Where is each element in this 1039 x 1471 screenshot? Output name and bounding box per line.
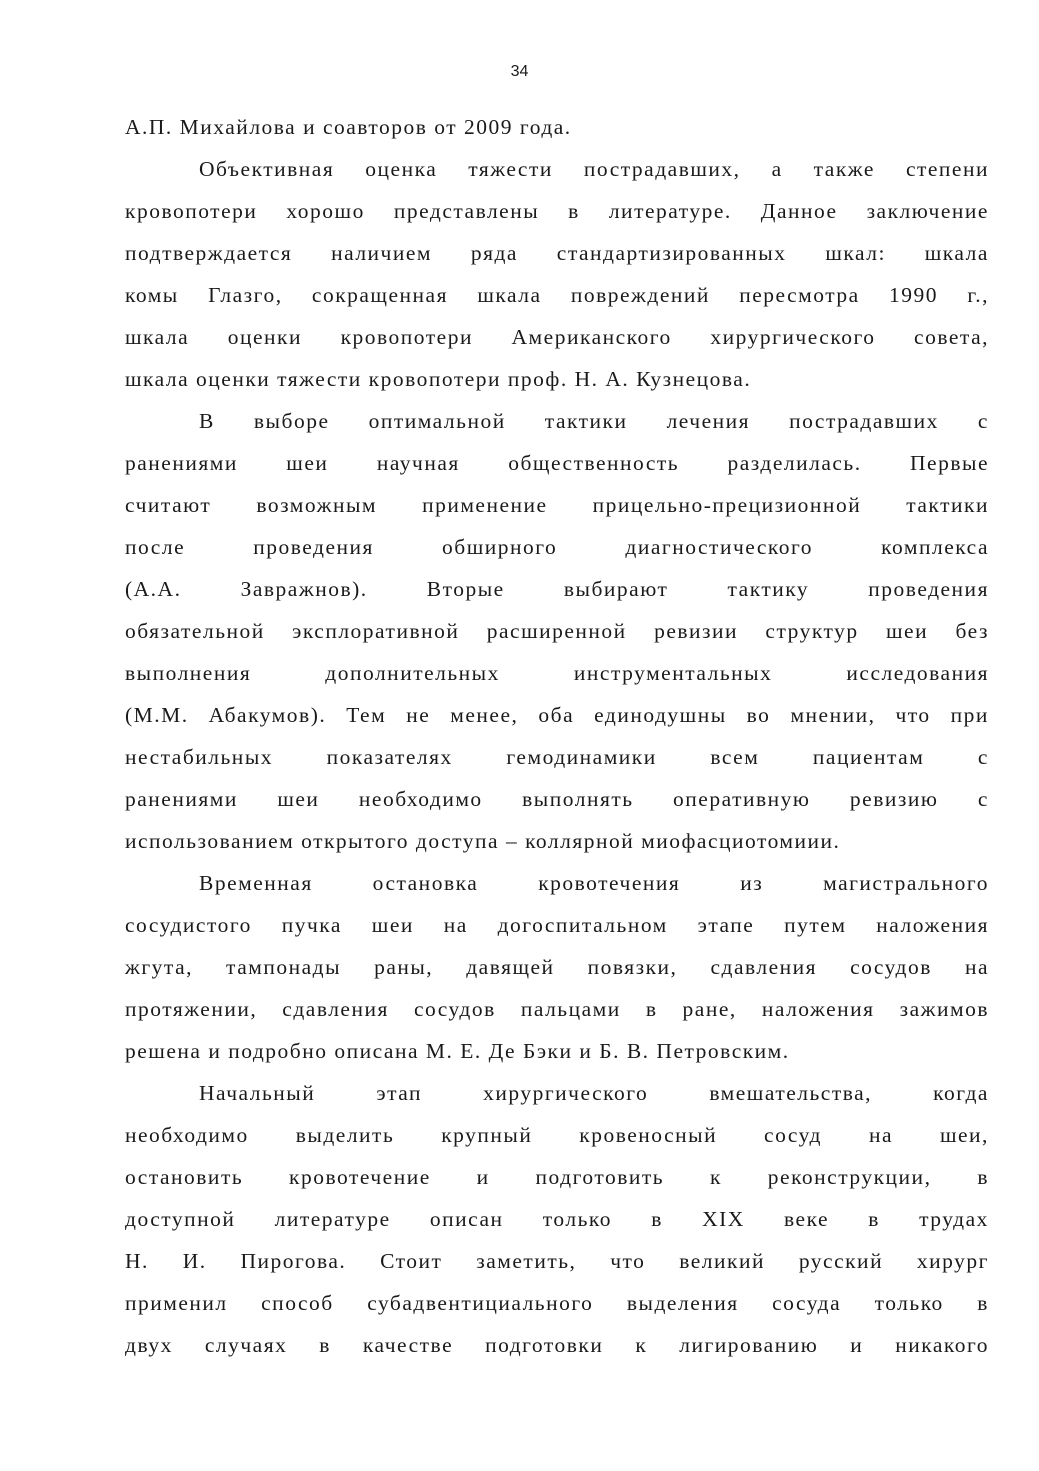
word: мнении,	[790, 703, 876, 727]
text-line	[125, 1114, 989, 1156]
word: шкал:	[825, 241, 886, 265]
word: шеи	[371, 913, 414, 937]
text-line	[125, 316, 989, 358]
word: также	[813, 157, 875, 181]
word: в	[868, 1207, 880, 1231]
word: подготовки	[485, 1333, 604, 1357]
text-line	[125, 442, 989, 484]
word: сосудов	[850, 955, 932, 979]
word: кровопотери	[125, 199, 258, 223]
text-line	[125, 610, 989, 652]
word: выборе	[253, 409, 330, 433]
word: и	[850, 1333, 864, 1357]
word: пересмотра	[739, 283, 860, 307]
word: литературе	[274, 1207, 391, 1231]
word: пальцами	[520, 997, 621, 1021]
word: научная	[376, 451, 460, 475]
word: крупный	[441, 1123, 533, 1147]
text-line	[125, 484, 989, 526]
word: тактики	[906, 493, 989, 517]
word: жгута,	[125, 955, 193, 979]
word: сосудов	[413, 997, 496, 1021]
text-line	[125, 946, 989, 988]
word: ране,	[682, 997, 737, 1021]
text-line	[125, 148, 989, 190]
word: шкала	[477, 283, 542, 307]
word: путем	[784, 913, 847, 937]
word: выбирают	[563, 577, 669, 601]
word: никакого	[895, 1333, 989, 1357]
text-line: решена и подробно описана М. Е. Де Бэки и Б. В. Петровским.	[125, 1039, 790, 1063]
word: на	[443, 913, 468, 937]
word: оба	[538, 703, 575, 727]
word: во	[746, 703, 771, 727]
word: и	[476, 1165, 490, 1189]
text-line	[125, 736, 989, 778]
word: кровопотери	[340, 325, 473, 349]
word: реконструкции,	[767, 1165, 932, 1189]
word: стандартизированных	[556, 241, 787, 265]
word: литературе.	[608, 199, 732, 223]
word: проведения	[253, 535, 374, 559]
word: веке	[784, 1207, 830, 1231]
word: в	[977, 1291, 989, 1315]
word: только	[874, 1291, 944, 1315]
word: лечения	[666, 409, 751, 433]
text-line	[125, 988, 989, 1030]
word: пострадавших	[789, 409, 939, 433]
word: ранениями	[125, 451, 238, 475]
word: ревизии	[654, 619, 739, 643]
word: на	[868, 1123, 893, 1147]
word: протяжении,	[125, 997, 258, 1021]
word: остановить	[125, 1165, 244, 1189]
word: необходимо	[125, 1123, 249, 1147]
word: считают	[125, 493, 212, 517]
text-line	[125, 1072, 989, 1114]
word: Первые	[910, 451, 989, 475]
word: хорошо	[286, 199, 365, 223]
word: сосуд	[764, 1123, 822, 1147]
word: великий	[679, 1249, 765, 1273]
word: только	[542, 1207, 612, 1231]
word: (А.А.	[125, 577, 182, 601]
word: что	[610, 1249, 646, 1273]
document-body	[125, 106, 989, 1366]
word: Начальный	[199, 1081, 316, 1105]
word: ряда	[470, 241, 518, 265]
word: расширенной	[486, 619, 627, 643]
word: русский	[798, 1249, 884, 1273]
text-line	[125, 568, 989, 610]
word: когда	[933, 1081, 989, 1105]
word: оценка	[365, 157, 438, 181]
word: из	[740, 871, 764, 895]
word: 1990	[889, 283, 938, 307]
text-line	[125, 1240, 989, 1282]
word: ранениями	[125, 787, 238, 811]
word: выделения	[626, 1291, 739, 1315]
word: наложения	[876, 913, 989, 937]
word: общественность	[508, 451, 680, 475]
word: хирургического	[483, 1081, 649, 1105]
word: XIX	[702, 1207, 745, 1231]
word: с	[977, 409, 989, 433]
word: Абакумов).	[208, 703, 327, 727]
word: Тем	[346, 703, 387, 727]
word: г.,	[967, 283, 989, 307]
word: способ	[261, 1291, 334, 1315]
word: применение	[422, 493, 548, 517]
word: оперативную	[673, 787, 811, 811]
word: в	[651, 1207, 663, 1231]
word: давящей	[466, 955, 555, 979]
text-line: использованием открытого доступа – коллярной миофасциотомиии.	[125, 829, 841, 853]
word: Объективная	[199, 157, 335, 181]
word: применил	[125, 1291, 228, 1315]
word: тактику	[727, 577, 810, 601]
text-line	[125, 652, 989, 694]
word: после	[125, 535, 186, 559]
word: с	[977, 745, 989, 769]
text-line	[125, 274, 989, 316]
word: единодушны	[594, 703, 727, 727]
word: шеи	[286, 451, 329, 475]
word: представлены	[393, 199, 540, 223]
page-number: 34	[510, 63, 529, 80]
word: сосудистого	[125, 913, 252, 937]
text-line	[125, 1156, 989, 1198]
word: двух	[125, 1333, 173, 1357]
word: кровеносный	[579, 1123, 718, 1147]
word: магистрального	[823, 871, 989, 895]
word: диагностического	[625, 535, 814, 559]
word: Данное	[760, 199, 838, 223]
word: заключение	[866, 199, 989, 223]
word: структур	[765, 619, 859, 643]
word: всем	[710, 745, 760, 769]
text-line	[125, 232, 989, 274]
word: оптимальной	[368, 409, 506, 433]
word: тяжести	[468, 157, 553, 181]
word: степени	[905, 157, 989, 181]
word: субадвентициального	[367, 1291, 594, 1315]
word: комы	[125, 283, 179, 307]
word: в	[319, 1333, 331, 1357]
word: качестве	[362, 1333, 454, 1357]
word: сосуда	[772, 1291, 842, 1315]
word: трудах	[919, 1207, 989, 1231]
word: кровотечения	[538, 871, 681, 895]
text-line	[125, 904, 989, 946]
word: шеи	[886, 619, 929, 643]
word: лигированию	[679, 1333, 819, 1357]
word: возможным	[256, 493, 378, 517]
word: выполнения	[125, 661, 252, 685]
word: зажимов	[899, 997, 989, 1021]
word: Н.	[125, 1249, 149, 1273]
word: хирург	[916, 1249, 989, 1273]
word: повреждений	[570, 283, 710, 307]
word: пациентам	[812, 745, 925, 769]
text-line	[125, 1198, 989, 1240]
word: с	[977, 787, 989, 811]
text-line	[125, 862, 989, 904]
word: обширного	[442, 535, 558, 559]
text-line	[125, 1282, 989, 1324]
word: оценки	[227, 325, 303, 349]
word: случаях	[204, 1333, 288, 1357]
word: тампонады	[226, 955, 342, 979]
word: шеи	[277, 787, 320, 811]
word: сокращенная	[311, 283, 448, 307]
word: наличием	[331, 241, 433, 265]
word: заметить,	[476, 1249, 577, 1273]
word: В	[199, 409, 215, 433]
word: в	[977, 1165, 989, 1189]
word: прицельно-прецизионной	[592, 493, 862, 517]
text-line	[125, 400, 989, 442]
word: шкала	[125, 325, 190, 349]
word: ревизию	[849, 787, 939, 811]
word: проведения	[868, 577, 989, 601]
word: выделить	[295, 1123, 395, 1147]
word: дополнительных	[325, 661, 500, 685]
word: вмешательства,	[709, 1081, 873, 1105]
word: инструментальных	[573, 661, 773, 685]
text-line: А.П. Михайлова и соавторов от 2009 года.	[125, 115, 572, 139]
word: в	[568, 199, 580, 223]
word: догоспитальном	[497, 913, 668, 937]
word: сдавления	[282, 997, 389, 1021]
text-line	[125, 526, 989, 568]
word: шеи,	[939, 1123, 989, 1147]
word: необходимо	[358, 787, 483, 811]
word: комплекса	[881, 535, 989, 559]
word: шкала	[924, 241, 989, 265]
word: Пирогова.	[240, 1249, 347, 1273]
word: к	[635, 1333, 648, 1357]
word: подготовить	[535, 1165, 665, 1189]
word: в	[645, 997, 658, 1021]
word: эксплоративной	[292, 619, 460, 643]
word: подтверждается	[125, 241, 293, 265]
word: этапе	[697, 913, 755, 937]
word: Американского	[511, 325, 672, 349]
word: описан	[429, 1207, 504, 1231]
text-line: шкала оценки тяжести кровопотери проф. Н. А. Кузнецова.	[125, 367, 752, 391]
word: гемодинамики	[506, 745, 657, 769]
text-line	[125, 190, 989, 232]
word: И.	[182, 1249, 207, 1273]
word: Завражнов).	[240, 577, 368, 601]
word: доступной	[125, 1207, 236, 1231]
text-line	[125, 694, 989, 736]
word: Глазго,	[208, 283, 283, 307]
word: а	[771, 157, 783, 181]
word: Стоит	[380, 1249, 443, 1273]
text-line	[125, 1324, 989, 1366]
word: остановка	[372, 871, 479, 895]
word: сдавления	[710, 955, 818, 979]
word: показателях	[326, 745, 453, 769]
word: менее,	[450, 703, 519, 727]
word: что	[895, 703, 931, 727]
word: выполнять	[522, 787, 634, 811]
word: совета,	[914, 325, 989, 349]
word: раны,	[374, 955, 434, 979]
word: хирургического	[710, 325, 876, 349]
word: обязательной	[125, 619, 265, 643]
text-line	[125, 778, 989, 820]
word: при	[950, 703, 989, 727]
word: не	[406, 703, 431, 727]
word: (М.М.	[125, 703, 189, 727]
word: этап	[376, 1081, 423, 1105]
word: Вторые	[426, 577, 505, 601]
word: исследования	[846, 661, 989, 685]
word: разделилась.	[727, 451, 862, 475]
word: нестабильных	[125, 745, 274, 769]
word: повязки,	[587, 955, 678, 979]
word: на	[964, 955, 989, 979]
word: пучка	[281, 913, 342, 937]
word: без	[955, 619, 989, 643]
word: Временная	[199, 871, 313, 895]
word: пострадавших,	[583, 157, 741, 181]
word: к	[709, 1165, 722, 1189]
word: кровотечение	[289, 1165, 431, 1189]
word: тактики	[544, 409, 628, 433]
word: наложения	[761, 997, 875, 1021]
